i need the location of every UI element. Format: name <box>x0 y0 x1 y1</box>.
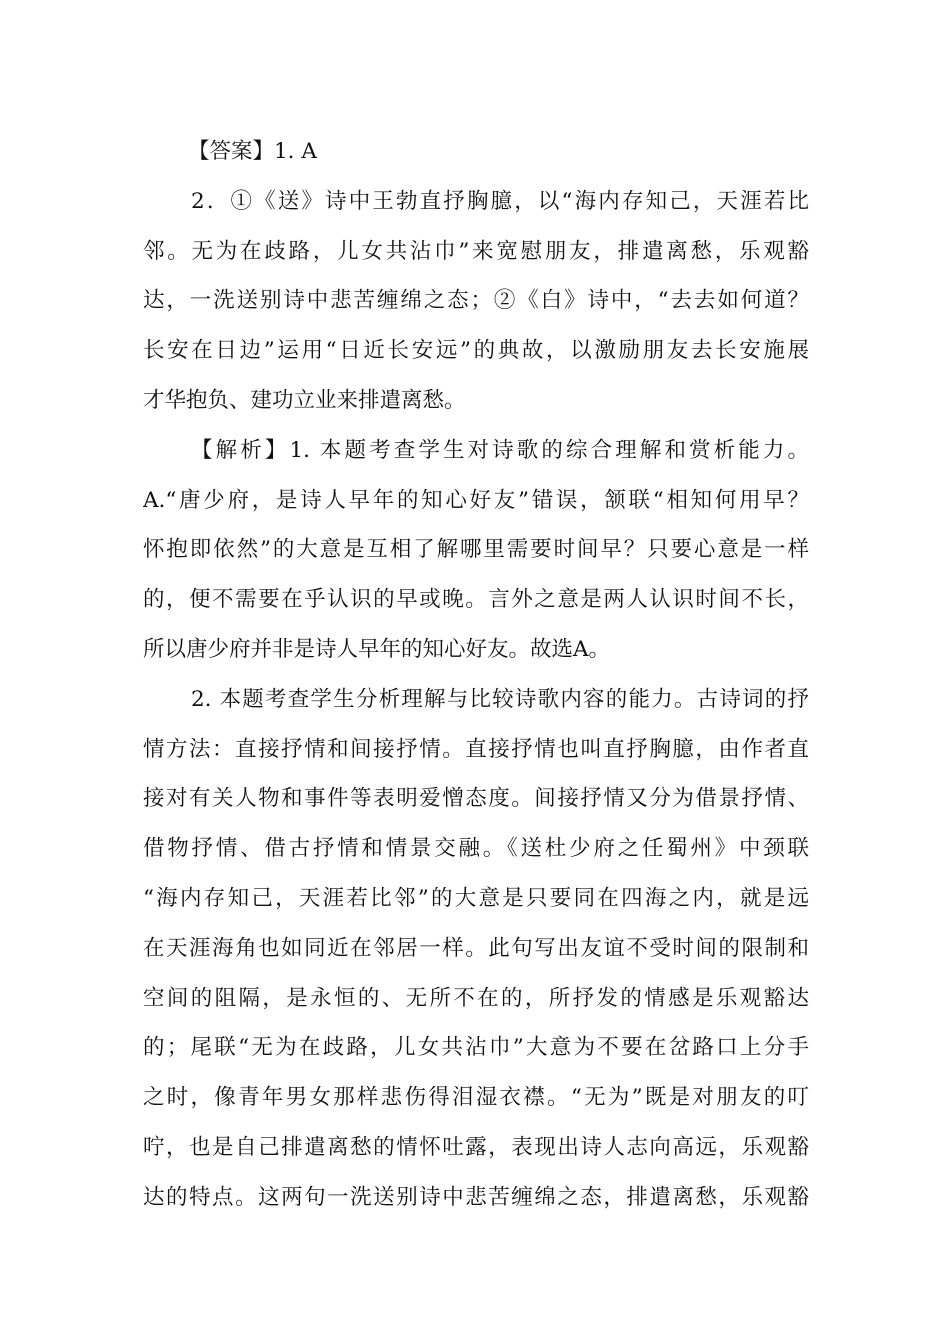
analysis-2-line-6: 在天涯海角也如同近在邻居一样。此句写出友谊不受时间的限制和 <box>143 935 809 961</box>
answer-2-line-2: 邻。无为在歧路，儿女共沾巾”来宽慰朋友，排遣离愁，乐观豁 <box>143 238 809 264</box>
answer-2-line-1: 2．①《送》诗中王勃直抒胸臆，以“海内存知己，天涯若比 <box>191 188 809 214</box>
answer-heading-line: 【答案】1. A <box>188 139 317 164</box>
answer-2-line-5: 才华抱负、建功立业来排遣离愁。 <box>143 387 466 413</box>
answer-2-line-4: 长安在日边”运用“日近长安远”的典故，以激励朋友去长安施展 <box>143 338 809 364</box>
analysis-1-line-3: 怀抱即依然”的大意是互相了解哪里需要时间早？只要心意是一样 <box>143 537 809 563</box>
analysis-1-line-4: 的，便不需要在乎认识的早或晚。言外之意是两人认识时间不长， <box>143 587 809 613</box>
analysis-2-line-8: 的；尾联“无为在歧路，儿女共沾巾”大意为不要在岔路口上分手 <box>143 1035 809 1061</box>
document-body <box>143 127 809 1223</box>
analysis-heading-line: 【解析】1. 本题考查学生对诗歌的综合理解和赏析能力。 <box>191 437 809 463</box>
analysis-2-line-9: 之时，像青年男女那样悲伤得泪湿衣襟。“无为”既是对朋友的叮 <box>143 1085 809 1111</box>
analysis-2-line-4: 借物抒情、借古抒情和情景交融。《送杜少府之任蜀州》中颈联 <box>143 836 809 862</box>
analysis-2-line-3: 接对有关人物和事件等表明爱憎态度。间接抒情又分为借景抒情、 <box>143 786 809 812</box>
answer-2-line-3: 达，一洗送别诗中悲苦缠绵之态；②《白》诗中，“去去如何道？ <box>143 288 809 314</box>
analysis-2-line-5: “海内存知己，天涯若比邻”的大意是只要同在四海之内，就是远 <box>143 885 809 911</box>
analysis-1-line-5: 所以唐少府并非是诗人早年的知心好友。故选A。 <box>143 636 611 662</box>
analysis-1-line-2: A.“唐少府，是诗人早年的知心好友”错误，颔联“相知何用早？ <box>143 487 809 513</box>
analysis-2-line-7: 空间的阻隔，是永恒的、无所不在的，所抒发的情感是乐观豁达 <box>143 985 809 1011</box>
analysis-2-line-1: 2. 本题考查学生分析理解与比较诗歌内容的能力。古诗词的抒 <box>191 686 809 712</box>
analysis-2-line-10: 咛，也是自己排遣离愁的情怀吐露，表现出诗人志向高远，乐观豁 <box>143 1134 809 1160</box>
analysis-2-line-2: 情方法：直接抒情和间接抒情。直接抒情也叫直抒胸臆，由作者直 <box>143 736 809 762</box>
analysis-2-line-11: 达的特点。这两句一洗送别诗中悲苦缠绵之态，排遣离愁，乐观豁 <box>143 1184 809 1210</box>
